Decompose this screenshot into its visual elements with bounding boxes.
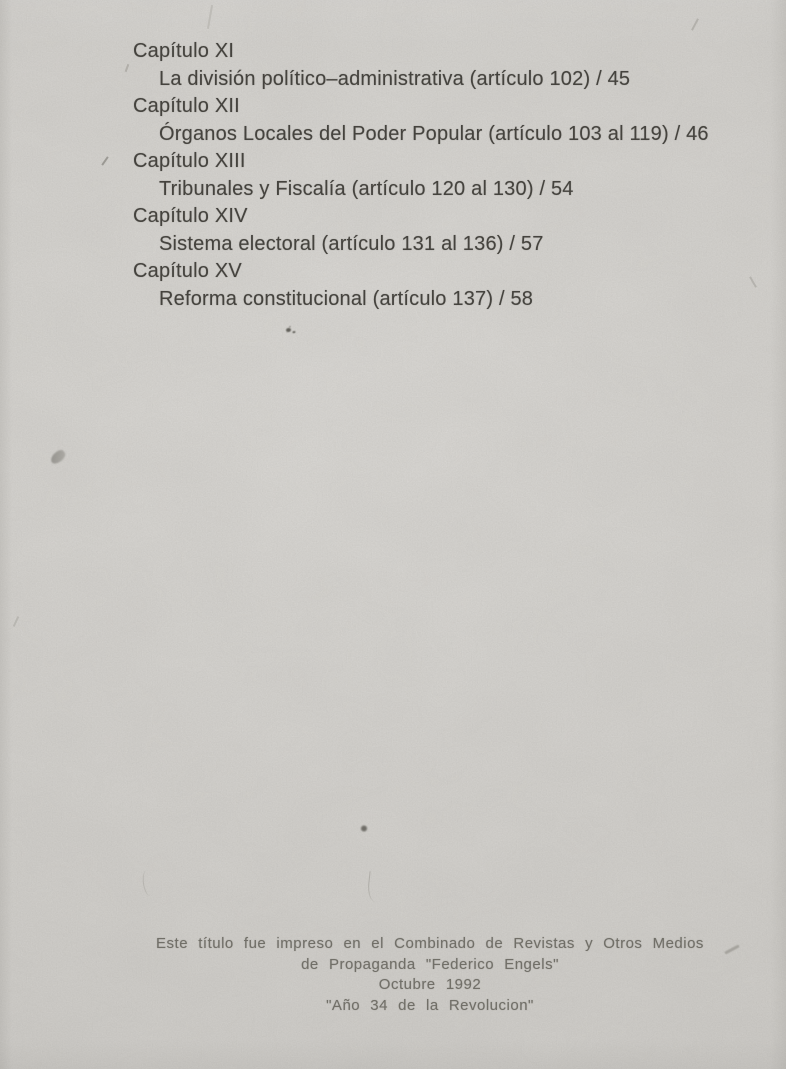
chapter-entry: Sistema electoral (artículo 131 al 136) / 57 (159, 232, 544, 255)
chapter-heading: Capítulo XI (133, 40, 235, 62)
colophon-line: Este título fue impreso en el Combinado de Revistas y Otros Medios (156, 935, 704, 952)
chapter-entry: Tribunales y Fiscalía (artículo 120 al 130) / 54 (159, 177, 574, 200)
toc-chapter (133, 38, 753, 93)
paper-smudge (49, 448, 68, 466)
colophon-line: "Año 34 de la Revolucion" (326, 996, 534, 1014)
table-of-contents (133, 38, 753, 313)
chapter-entry: Órganos Locales del Poder Popular (artículo 103 al 119) / 46 (159, 122, 709, 145)
ink-speck-cluster (286, 328, 292, 333)
colophon (113, 934, 747, 1016)
chapter-entry: Reforma constitucional (artículo 137) / 58 (159, 287, 534, 310)
toc-chapter (133, 148, 753, 203)
scratch-mark (101, 156, 108, 165)
scratch-mark (207, 5, 213, 29)
chapter-heading: Capítulo XV (133, 260, 242, 282)
scratch-mark (691, 18, 699, 30)
colophon-line: Octubre 1992 (378, 976, 482, 993)
chapter-entry: La división político–administrativa (artículo 102) / 45 (159, 67, 631, 90)
scratch-mark (125, 64, 130, 72)
ink-speck (360, 825, 368, 832)
chapter-heading: Capítulo XIII (133, 150, 246, 172)
chapter-heading: Capítulo XII (133, 95, 240, 117)
scratch-mark (366, 871, 384, 902)
scratch-mark (141, 869, 156, 896)
chapter-heading: Capítulo XIV (133, 205, 248, 227)
toc-chapter (133, 258, 753, 313)
toc-chapter (133, 93, 753, 148)
colophon-line: de Propaganda "Federico Engels" (301, 955, 559, 973)
scratch-mark (13, 616, 19, 627)
toc-chapter (133, 203, 753, 258)
